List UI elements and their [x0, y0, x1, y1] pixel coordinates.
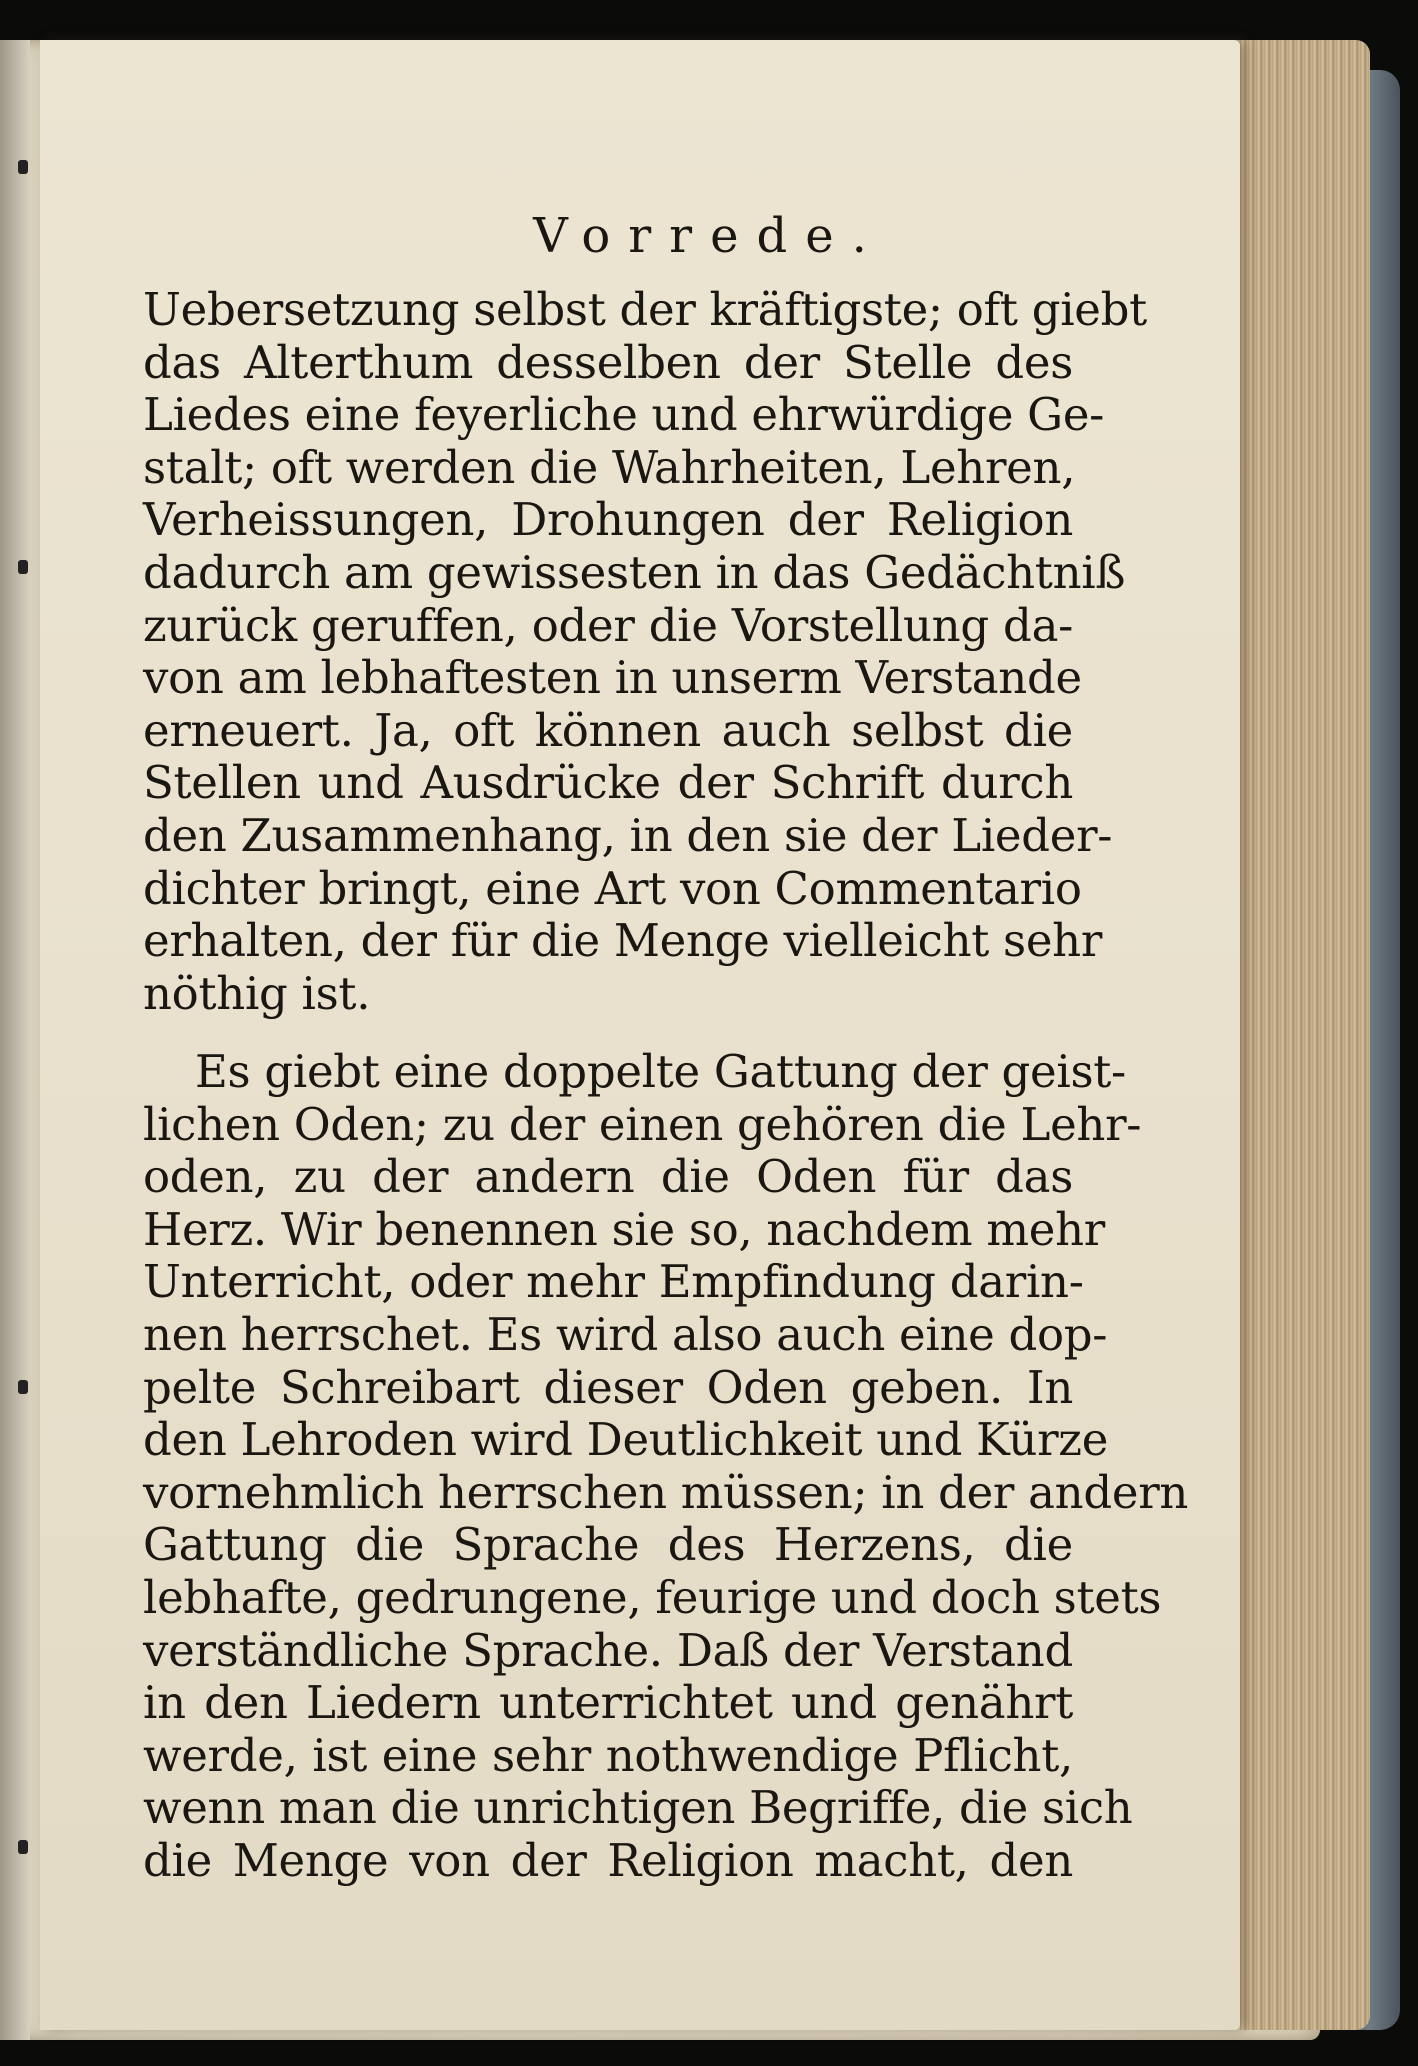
text-line: Herz. Wir benennen sie so, nachdem mehr: [143, 1202, 1106, 1256]
text-line: pelte Schreibart dieser Oden geben. In: [143, 1360, 1073, 1414]
text-line: den Zusammenhang, in den sie der Lieder-: [143, 808, 1113, 862]
text-line: wenn man die unrichtigen Begriffe, die sich: [143, 1781, 1133, 1835]
text-line: das Alterthum desselben der Stelle des: [143, 335, 1073, 389]
text-line: dadurch am gewissesten in das Gedächtniß: [143, 545, 1126, 599]
text-line: stalt; oft werden die Wahrheiten, Lehren,: [143, 440, 1076, 494]
paragraph-2: [143, 1045, 1189, 1888]
text-line: in den Liedern unterrichtet und genährt: [143, 1676, 1073, 1730]
text-line: erneuert. Ja, oft können auch selbst die: [143, 703, 1073, 757]
binding-mark: [18, 1380, 28, 1394]
text-line: verständliche Sprache. Daß der Verstand: [143, 1623, 1073, 1677]
binding-mark: [18, 560, 28, 574]
text-line: zurück geruffen, oder die Vorstellung da-: [143, 598, 1073, 652]
text-line: nen herrschet. Es wird also auch eine dop-: [143, 1307, 1108, 1361]
binding-mark: [18, 1840, 28, 1854]
text-line: vornehmlich herrschen müssen; in der andern: [143, 1465, 1189, 1519]
text-line: Gattung die Sprache des Herzens, die: [143, 1518, 1073, 1572]
binding-mark: [18, 160, 28, 174]
text-line: von am lebhaftesten in unserm Verstande: [143, 651, 1082, 705]
text-line: Unterricht, oder mehr Empfindung darin-: [143, 1255, 1084, 1309]
text-line: Stellen und Ausdrücke der Schrift durch: [143, 756, 1073, 810]
paragraph-1: [143, 283, 1147, 1020]
book-gutter: [0, 40, 30, 2040]
text-line: nöthig ist.: [143, 966, 371, 1020]
text-line: Verheissungen, Drohungen der Religion: [143, 493, 1073, 547]
text-line: oden, zu der andern die Oden für das: [143, 1150, 1073, 1204]
text-line: dichter bringt, eine Art von Commentario: [143, 861, 1082, 915]
text-line: werde, ist eine sehr nothwendige Pflicht,: [143, 1728, 1073, 1782]
text-line: Uebersetzung selbst der kräftigste; oft giebt: [143, 283, 1147, 336]
text-line: lichen Oden; zu der einen gehören die Lehr-: [143, 1097, 1142, 1151]
text-line: die Menge von der Religion macht, den: [143, 1833, 1073, 1887]
page-header: Vorrede.: [533, 208, 885, 264]
text-line: Es giebt eine doppelte Gattung der geist-: [195, 1045, 1126, 1098]
text-line: Liedes eine feyerliche und ehrwürdige Ge-: [143, 388, 1105, 442]
text-line: lebhafte, gedrungene, feurige und doch stets: [143, 1570, 1162, 1624]
page-edges: [1240, 40, 1370, 2030]
text-line: den Lehroden wird Deutlichkeit und Kürze: [143, 1413, 1109, 1467]
text-line: erhalten, der für die Menge vielleicht sehr: [143, 914, 1103, 968]
